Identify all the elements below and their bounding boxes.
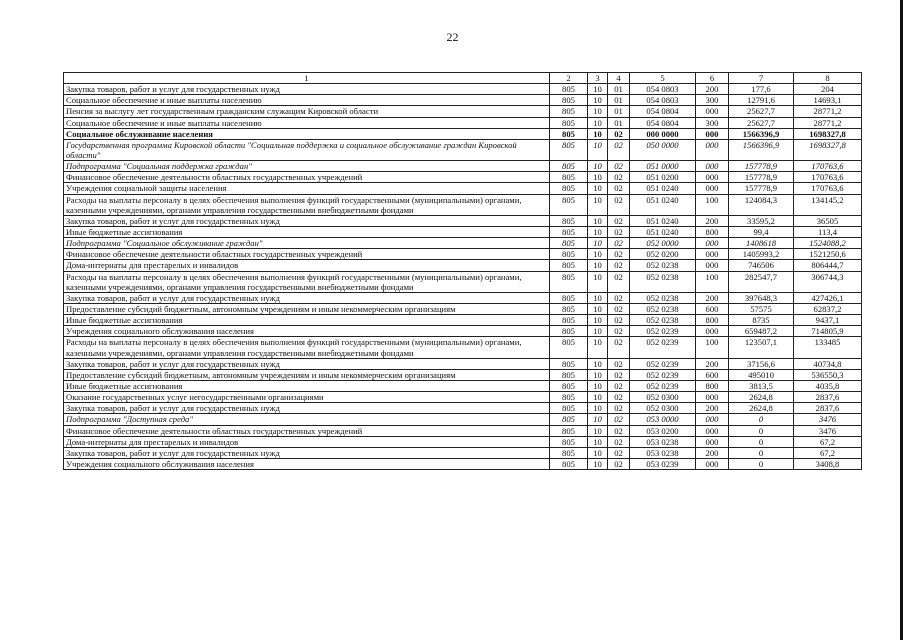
amount-year2-cell: 2837,6: [794, 403, 862, 414]
table-header-row: [64, 73, 862, 84]
expense-type-cell: 100: [696, 194, 729, 215]
subsection-code-cell: 02: [608, 194, 630, 215]
section-code-cell: 805: [550, 436, 588, 447]
chapter-code-cell: 10: [588, 436, 608, 447]
row-name-cell: Дома-интернаты для престарелых и инвалидов: [64, 260, 550, 271]
expense-type-cell: 200: [696, 358, 729, 369]
amount-year2-cell: 3408,8: [794, 458, 862, 469]
section-code-cell: 805: [550, 172, 588, 183]
amount-year2-cell: 170763,6: [794, 172, 862, 183]
chapter-code-cell: 10: [588, 161, 608, 172]
target-article-cell: 052 0000: [630, 238, 696, 249]
section-code-cell: 805: [550, 161, 588, 172]
amount-year2-cell: 427426,1: [794, 292, 862, 303]
column-header: 6: [696, 73, 729, 84]
row-name-cell: Иные бюджетные ассигнования: [64, 380, 550, 391]
amount-year1-cell: 0: [729, 425, 794, 436]
table-row: [64, 326, 862, 337]
target-article-cell: 052 0238: [630, 315, 696, 326]
amount-year1-cell: 25627,7: [729, 117, 794, 128]
table-row: [64, 436, 862, 447]
target-article-cell: 053 0200: [630, 425, 696, 436]
section-code-cell: 805: [550, 139, 588, 160]
amount-year2-cell: 4035,8: [794, 380, 862, 391]
row-name-cell: Финансовое обеспечение деятельности областных государственных учреждений: [64, 425, 550, 436]
subsection-code-cell: 02: [608, 139, 630, 160]
row-name-cell: Пенсия за выслугу лет государственным гражданским служащим Кировской области: [64, 106, 550, 117]
row-name-cell: Дома-интернаты для престарелых и инвалидов: [64, 436, 550, 447]
table-row: [64, 292, 862, 303]
amount-year2-cell: 1698327,8: [794, 139, 862, 160]
chapter-code-cell: 10: [588, 260, 608, 271]
amount-year2-cell: 3476: [794, 414, 862, 425]
section-code-cell: 805: [550, 392, 588, 403]
row-name-cell: Расходы на выплаты персоналу в целях обеспечения выполнения функций государственными (муниципальными) органами, казенными учреждениями, органами управления государственными внебюджетными фондами: [64, 337, 550, 358]
amount-year1-cell: 157778,9: [729, 183, 794, 194]
amount-year1-cell: 2624,8: [729, 403, 794, 414]
amount-year1-cell: 0: [729, 414, 794, 425]
subsection-code-cell: 02: [608, 425, 630, 436]
amount-year1-cell: 1566396,9: [729, 139, 794, 160]
column-header: 8: [794, 73, 862, 84]
amount-year1-cell: 57575: [729, 303, 794, 314]
target-article-cell: 052 0300: [630, 392, 696, 403]
target-article-cell: 053 0239: [630, 458, 696, 469]
section-code-cell: 805: [550, 403, 588, 414]
section-code-cell: 805: [550, 315, 588, 326]
subsection-code-cell: 02: [608, 414, 630, 425]
table-row: [64, 95, 862, 106]
table-row: [64, 106, 862, 117]
target-article-cell: 051 0000: [630, 161, 696, 172]
chapter-code-cell: 10: [588, 117, 608, 128]
table-row: [64, 183, 862, 194]
column-header: 5: [630, 73, 696, 84]
row-name-cell: Учреждения социальной защиты населения: [64, 183, 550, 194]
section-code-cell: 805: [550, 260, 588, 271]
amount-year2-cell: 67,2: [794, 436, 862, 447]
amount-year2-cell: 806444,7: [794, 260, 862, 271]
amount-year2-cell: 1698327,8: [794, 128, 862, 139]
table-row: [64, 447, 862, 458]
amount-year1-cell: 746506: [729, 260, 794, 271]
expense-type-cell: 000: [696, 249, 729, 260]
chapter-code-cell: 10: [588, 392, 608, 403]
section-code-cell: 805: [550, 117, 588, 128]
expense-type-cell: 000: [696, 161, 729, 172]
section-code-cell: 805: [550, 326, 588, 337]
column-header: 1: [64, 73, 550, 84]
row-name-cell: Финансовое обеспечение деятельности областных государственных учреждений: [64, 249, 550, 260]
subsection-code-cell: 02: [608, 260, 630, 271]
page-number: 22: [446, 30, 459, 44]
target-article-cell: 053 0238: [630, 447, 696, 458]
target-article-cell: 053 0000: [630, 414, 696, 425]
expense-type-cell: 000: [696, 238, 729, 249]
row-name-cell: Оказание государственных услуг негосударственными организациями: [64, 392, 550, 403]
amount-year1-cell: 3813,5: [729, 380, 794, 391]
section-code-cell: 805: [550, 292, 588, 303]
chapter-code-cell: 10: [588, 380, 608, 391]
target-article-cell: 052 0239: [630, 358, 696, 369]
subsection-code-cell: 02: [608, 183, 630, 194]
chapter-code-cell: 10: [588, 215, 608, 226]
amount-year2-cell: 67,2: [794, 447, 862, 458]
expense-type-cell: 800: [696, 315, 729, 326]
table-row: [64, 414, 862, 425]
target-article-cell: 052 0239: [630, 380, 696, 391]
table-row: [64, 337, 862, 358]
expense-type-cell: 600: [696, 369, 729, 380]
row-name-cell: Социальное обеспечение и иные выплаты населению: [64, 95, 550, 106]
column-header: 7: [729, 73, 794, 84]
amount-year1-cell: 659487,2: [729, 326, 794, 337]
amount-year1-cell: 124084,3: [729, 194, 794, 215]
section-code-cell: 805: [550, 215, 588, 226]
subsection-code-cell: 02: [608, 249, 630, 260]
amount-year1-cell: 8735: [729, 315, 794, 326]
column-header: 3: [588, 73, 608, 84]
table-row: [64, 84, 862, 95]
section-code-cell: 805: [550, 84, 588, 95]
target-article-cell: 051 0200: [630, 172, 696, 183]
expense-type-cell: 800: [696, 380, 729, 391]
subsection-code-cell: 02: [608, 161, 630, 172]
amount-year2-cell: 3476: [794, 425, 862, 436]
section-code-cell: 805: [550, 249, 588, 260]
section-code-cell: 805: [550, 183, 588, 194]
expense-type-cell: 200: [696, 292, 729, 303]
row-name-cell: Закупка товаров, работ и услуг для государственных нужд: [64, 403, 550, 414]
amount-year1-cell: 2624,8: [729, 392, 794, 403]
chapter-code-cell: 10: [588, 458, 608, 469]
chapter-code-cell: 10: [588, 425, 608, 436]
section-code-cell: 805: [550, 337, 588, 358]
expense-type-cell: 300: [696, 117, 729, 128]
subsection-code-cell: 01: [608, 117, 630, 128]
table-row: [64, 369, 862, 380]
table-row: [64, 172, 862, 183]
chapter-code-cell: 10: [588, 337, 608, 358]
row-name-cell: Иные бюджетные ассигнования: [64, 315, 550, 326]
row-name-cell: Закупка товаров, работ и услуг для государственных нужд: [64, 292, 550, 303]
chapter-code-cell: 10: [588, 183, 608, 194]
table-row: [64, 358, 862, 369]
table-row: [64, 117, 862, 128]
subsection-code-cell: 02: [608, 392, 630, 403]
target-article-cell: 051 0240: [630, 226, 696, 237]
section-code-cell: 805: [550, 226, 588, 237]
section-code-cell: 805: [550, 106, 588, 117]
amount-year2-cell: 14693,1: [794, 95, 862, 106]
row-name-cell: Финансовое обеспечение деятельности областных государственных учреждений: [64, 172, 550, 183]
chapter-code-cell: 10: [588, 106, 608, 117]
amount-year2-cell: 714805,9: [794, 326, 862, 337]
amount-year2-cell: 36505: [794, 215, 862, 226]
amount-year1-cell: 1408618: [729, 238, 794, 249]
chapter-code-cell: 10: [588, 271, 608, 292]
target-article-cell: 050 0000: [630, 139, 696, 160]
amount-year2-cell: 134145,2: [794, 194, 862, 215]
amount-year2-cell: 28771,2: [794, 106, 862, 117]
target-article-cell: 051 0240: [630, 183, 696, 194]
amount-year1-cell: 123507,1: [729, 337, 794, 358]
target-article-cell: 054 0804: [630, 106, 696, 117]
amount-year2-cell: 28771,2: [794, 117, 862, 128]
chapter-code-cell: 10: [588, 172, 608, 183]
target-article-cell: 053 0238: [630, 436, 696, 447]
subsection-code-cell: 02: [608, 238, 630, 249]
expense-type-cell: 200: [696, 403, 729, 414]
table-row: [64, 226, 862, 237]
subsection-code-cell: 02: [608, 172, 630, 183]
amount-year2-cell: 1524088,2: [794, 238, 862, 249]
chapter-code-cell: 10: [588, 358, 608, 369]
section-code-cell: 805: [550, 95, 588, 106]
section-code-cell: 805: [550, 128, 588, 139]
chapter-code-cell: 10: [588, 447, 608, 458]
target-article-cell: 051 0240: [630, 215, 696, 226]
target-article-cell: 052 0239: [630, 326, 696, 337]
row-name-cell: Подпрограмма "Социальное обслуживание граждан": [64, 238, 550, 249]
amount-year2-cell: 1521250,6: [794, 249, 862, 260]
subsection-code-cell: 02: [608, 436, 630, 447]
table-row: [64, 425, 862, 436]
amount-year2-cell: 40734,8: [794, 358, 862, 369]
section-code-cell: 805: [550, 425, 588, 436]
table-row: [64, 303, 862, 314]
subsection-code-cell: 02: [608, 358, 630, 369]
section-code-cell: 805: [550, 369, 588, 380]
table-row: [64, 249, 862, 260]
row-name-cell: Социальное обеспечение и иные выплаты населению: [64, 117, 550, 128]
chapter-code-cell: 10: [588, 249, 608, 260]
subsection-code-cell: 02: [608, 337, 630, 358]
row-name-cell: Расходы на выплаты персоналу в целях обеспечения выполнения функций государственными (муниципальными) органами, казенными учреждениями, органами управления государственными внебюджетными фондами: [64, 194, 550, 215]
chapter-code-cell: 10: [588, 238, 608, 249]
amount-year2-cell: 170763,6: [794, 161, 862, 172]
amount-year1-cell: 33595,2: [729, 215, 794, 226]
subsection-code-cell: 02: [608, 447, 630, 458]
section-code-cell: 805: [550, 271, 588, 292]
chapter-code-cell: 10: [588, 95, 608, 106]
expense-type-cell: 200: [696, 84, 729, 95]
subsection-code-cell: 02: [608, 271, 630, 292]
table-row: [64, 392, 862, 403]
amount-year1-cell: 495010: [729, 369, 794, 380]
expense-type-cell: 000: [696, 326, 729, 337]
subsection-code-cell: 02: [608, 315, 630, 326]
amount-year1-cell: 37156,6: [729, 358, 794, 369]
row-name-cell: Учреждения социального обслуживания населения: [64, 326, 550, 337]
subsection-code-cell: 02: [608, 215, 630, 226]
target-article-cell: 051 0240: [630, 194, 696, 215]
amount-year2-cell: 113,4: [794, 226, 862, 237]
target-article-cell: 052 0300: [630, 403, 696, 414]
chapter-code-cell: 10: [588, 226, 608, 237]
row-name-cell: Закупка товаров, работ и услуг для государственных нужд: [64, 358, 550, 369]
target-article-cell: 054 0804: [630, 117, 696, 128]
expense-type-cell: 200: [696, 215, 729, 226]
chapter-code-cell: 10: [588, 326, 608, 337]
expense-type-cell: 000: [696, 392, 729, 403]
table-row: [64, 128, 862, 139]
amount-year2-cell: 133485: [794, 337, 862, 358]
expense-type-cell: 000: [696, 139, 729, 160]
chapter-code-cell: 10: [588, 403, 608, 414]
chapter-code-cell: 10: [588, 414, 608, 425]
target-article-cell: 052 0239: [630, 337, 696, 358]
table-row: [64, 260, 862, 271]
expense-type-cell: 000: [696, 458, 729, 469]
section-code-cell: 805: [550, 458, 588, 469]
amount-year1-cell: 12791,6: [729, 95, 794, 106]
column-header: 2: [550, 73, 588, 84]
amount-year2-cell: 536550,3: [794, 369, 862, 380]
row-name-cell: Подпрограмма "Социальная поддержка граждан": [64, 161, 550, 172]
amount-year1-cell: 282547,7: [729, 271, 794, 292]
chapter-code-cell: 10: [588, 139, 608, 160]
section-code-cell: 805: [550, 194, 588, 215]
column-header: 4: [608, 73, 630, 84]
amount-year1-cell: 177,6: [729, 84, 794, 95]
amount-year2-cell: 306744,3: [794, 271, 862, 292]
chapter-code-cell: 10: [588, 315, 608, 326]
section-code-cell: 805: [550, 238, 588, 249]
row-name-cell: Закупка товаров, работ и услуг для государственных нужд: [64, 447, 550, 458]
subsection-code-cell: 01: [608, 106, 630, 117]
table-row: [64, 194, 862, 215]
target-article-cell: 054 0803: [630, 84, 696, 95]
row-name-cell: Предоставление субсидий бюджетным, автономным учреждениям и иным некоммерческим организациям: [64, 369, 550, 380]
row-name-cell: Расходы на выплаты персоналу в целях обеспечения выполнения функций государственными (муниципальными) органами, казенными учреждениями, органами управления государственными внебюджетными фондами: [64, 271, 550, 292]
subsection-code-cell: 01: [608, 95, 630, 106]
section-code-cell: 805: [550, 447, 588, 458]
expense-type-cell: 800: [696, 226, 729, 237]
target-article-cell: 052 0238: [630, 271, 696, 292]
target-article-cell: 052 0238: [630, 260, 696, 271]
chapter-code-cell: 10: [588, 303, 608, 314]
row-name-cell: Предоставление субсидий бюджетным, автономным учреждениям и иным некоммерческим организациям: [64, 303, 550, 314]
chapter-code-cell: 10: [588, 194, 608, 215]
subsection-code-cell: 02: [608, 403, 630, 414]
page-edge-border: [900, 0, 903, 640]
subsection-code-cell: 02: [608, 226, 630, 237]
row-name-cell: Закупка товаров, работ и услуг для государственных нужд: [64, 215, 550, 226]
subsection-code-cell: 02: [608, 292, 630, 303]
subsection-code-cell: 02: [608, 326, 630, 337]
row-name-cell: Социальное обслуживание населения: [64, 128, 550, 139]
amount-year2-cell: 62837,2: [794, 303, 862, 314]
subsection-code-cell: 01: [608, 84, 630, 95]
table-row: [64, 238, 862, 249]
amount-year1-cell: 397648,3: [729, 292, 794, 303]
row-name-cell: Учреждения социального обслуживания населения: [64, 458, 550, 469]
budget-table: [63, 72, 862, 470]
section-code-cell: 805: [550, 358, 588, 369]
target-article-cell: 052 0238: [630, 303, 696, 314]
expense-type-cell: 000: [696, 425, 729, 436]
table-row: [64, 271, 862, 292]
target-article-cell: 052 0200: [630, 249, 696, 260]
chapter-code-cell: 10: [588, 292, 608, 303]
expense-type-cell: 000: [696, 128, 729, 139]
amount-year1-cell: 0: [729, 447, 794, 458]
amount-year1-cell: 99,4: [729, 226, 794, 237]
row-name-cell: Закупка товаров, работ и услуг для государственных нужд: [64, 84, 550, 95]
table-row: [64, 380, 862, 391]
amount-year1-cell: 1566396,9: [729, 128, 794, 139]
table-row: [64, 315, 862, 326]
table-row: [64, 403, 862, 414]
expense-type-cell: 300: [696, 95, 729, 106]
expense-type-cell: 100: [696, 337, 729, 358]
expense-type-cell: 100: [696, 271, 729, 292]
target-article-cell: 054 0803: [630, 95, 696, 106]
section-code-cell: 805: [550, 303, 588, 314]
amount-year1-cell: 157778,9: [729, 161, 794, 172]
table-row: [64, 161, 862, 172]
chapter-code-cell: 10: [588, 84, 608, 95]
expense-type-cell: 000: [696, 106, 729, 117]
subsection-code-cell: 02: [608, 458, 630, 469]
amount-year2-cell: 9437,1: [794, 315, 862, 326]
amount-year1-cell: 0: [729, 436, 794, 447]
row-name-cell: Подпрограмма "Доступная среда": [64, 414, 550, 425]
table-row: [64, 139, 862, 160]
amount-year2-cell: 170763,6: [794, 183, 862, 194]
row-name-cell: Государственная программа Кировской области "Социальная поддержка и социальное обслуживание граждан Кировской области": [64, 139, 550, 160]
amount-year1-cell: 157778,9: [729, 172, 794, 183]
amount-year2-cell: 204: [794, 84, 862, 95]
expense-type-cell: 000: [696, 436, 729, 447]
table-body: [64, 84, 862, 470]
target-article-cell: 052 0239: [630, 369, 696, 380]
expense-type-cell: 200: [696, 447, 729, 458]
expense-type-cell: 000: [696, 414, 729, 425]
amount-year1-cell: 25627,7: [729, 106, 794, 117]
subsection-code-cell: 02: [608, 128, 630, 139]
chapter-code-cell: 10: [588, 369, 608, 380]
expense-type-cell: 000: [696, 260, 729, 271]
table-row: [64, 215, 862, 226]
amount-year2-cell: 2837,6: [794, 392, 862, 403]
subsection-code-cell: 02: [608, 380, 630, 391]
section-code-cell: 805: [550, 380, 588, 391]
target-article-cell: 000 0000: [630, 128, 696, 139]
expense-type-cell: 000: [696, 172, 729, 183]
subsection-code-cell: 02: [608, 369, 630, 380]
section-code-cell: 805: [550, 414, 588, 425]
subsection-code-cell: 02: [608, 303, 630, 314]
table-row: [64, 458, 862, 469]
target-article-cell: 052 0238: [630, 292, 696, 303]
row-name-cell: Иные бюджетные ассигнования: [64, 226, 550, 237]
expense-type-cell: 600: [696, 303, 729, 314]
amount-year1-cell: 1405993,2: [729, 249, 794, 260]
expense-type-cell: 000: [696, 183, 729, 194]
chapter-code-cell: 10: [588, 128, 608, 139]
amount-year1-cell: 0: [729, 458, 794, 469]
